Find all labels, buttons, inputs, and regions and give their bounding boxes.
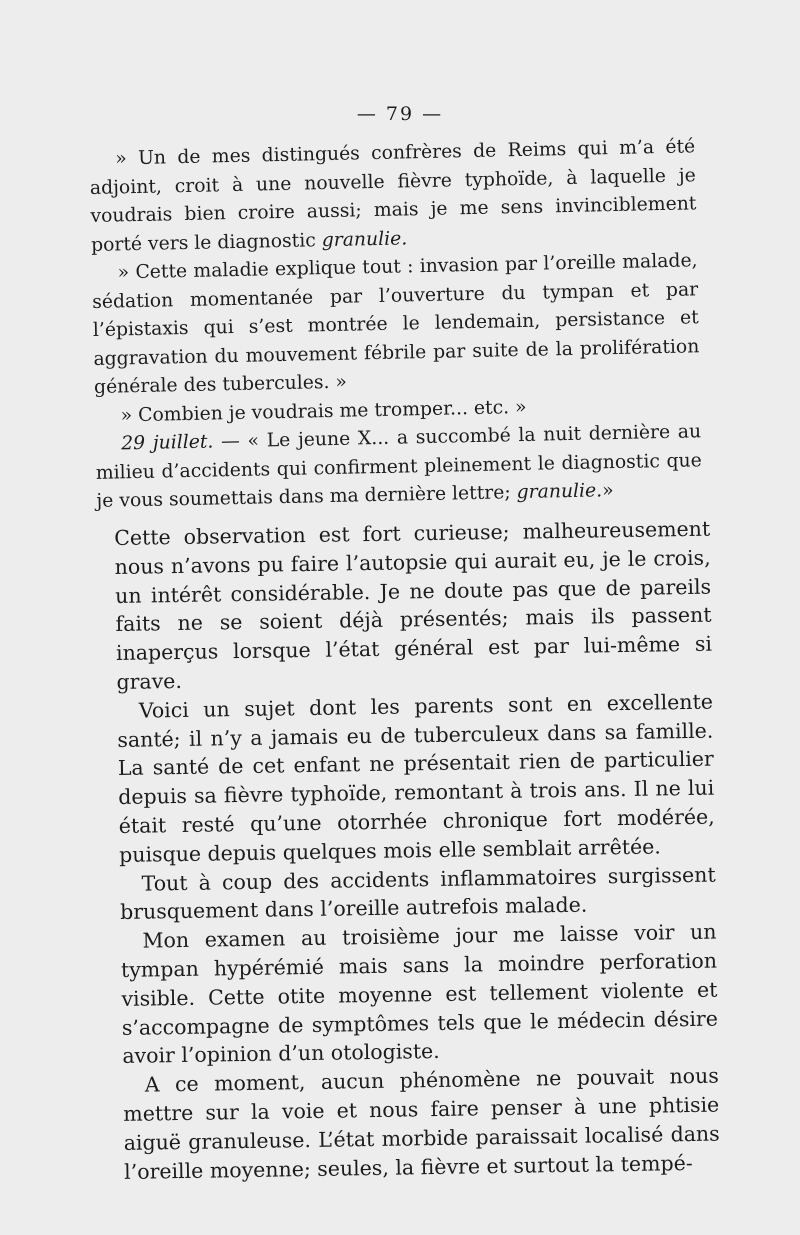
letter-paragraph-4: [95, 418, 703, 516]
letter-date: 29 juillet.: [121, 431, 214, 455]
letter-paragraph-3: » Combien je voudrais me tromper... etc. »: [120, 396, 527, 426]
body-paragraph-4: Mon examen au troisième jour me laisse voir un tympan hypérémié mais sans la moindre perforation visible. Cette otite moyenne est tellement violente et s’accompagne de symptômes tels que le médecin désire avoir l’opinion d’un otologiste.: [120, 919, 719, 1069]
body-paragraph-1: Cette observation est fort curieuse; malheureusement nous n’avons pu faire l’autopsie qui aurait eu, je le crois, un intérêt considérable. Je ne doute pas que de pareils faits ne se soient déjà présentés; mais ils passent inaperçus lorsque l’état général est par lui-même si grave.: [114, 516, 713, 694]
body-paragraph-2: Voici un sujet dont les parents sont en excellente santé; il n’y a jamais eu de tuberculeux dans sa famille. La santé de cet enfant ne présentait rien de particulier depuis sa fièvre typhoïde, remontant à trois ans. Il ne lui était resté qu’une otorrhée chronique fort modérée, puisque depuis quelques mois elle semblait arrêtée.: [117, 689, 715, 867]
quoted-letter: [89, 133, 703, 516]
page-number: — 79 —: [356, 103, 444, 125]
letter-paragraph-1-text: » Un de mes distingués confrères de Reims qui m’a été adjoint, croit à une nouvelle fièvre typhoïde, à laquelle je voudrais bien croire aussi; mais je me sens invinciblement porté vers le diagnostic: [89, 136, 697, 256]
letter-paragraph-4-end: »: [601, 480, 614, 502]
body-text: [114, 515, 720, 1187]
letter-paragraph-1-emphasis: granulie.: [321, 227, 408, 251]
letter-paragraph-4-text: — « Le jeune X... a succombé la nuit dernière au milieu d’accidents qui confirment pleinement le diagnostic que je vous soumettais dans ma dernière lettre;: [95, 421, 702, 512]
letter-paragraph-4-emphasis: granulie.: [516, 480, 603, 504]
body-paragraph-3: Tout à coup des accidents inflammatoires surgissent brusquement dans l’oreille autrefois malade.: [119, 862, 716, 925]
letter-paragraph-1: [89, 133, 697, 260]
body-paragraph-5: A ce moment, aucun phénomène ne pouvait nous mettre sur la voie et nous faire penser à une phtisie aiguë granuleuse. L’état morbide paraissait localisé dans l’oreille moyenne; seules, la fièvre et surtout la tempé-: [123, 1063, 720, 1184]
letter-paragraph-2: » Cette maladie explique tout : invasion par l’oreille malade, sédation momentanée par l’ouverture du tympan et par l’épistaxis qui s’est montrée le lendemain, persistance et aggravation du mouvement fébrile par suite de la prolifération générale des tubercules. »: [92, 250, 700, 398]
